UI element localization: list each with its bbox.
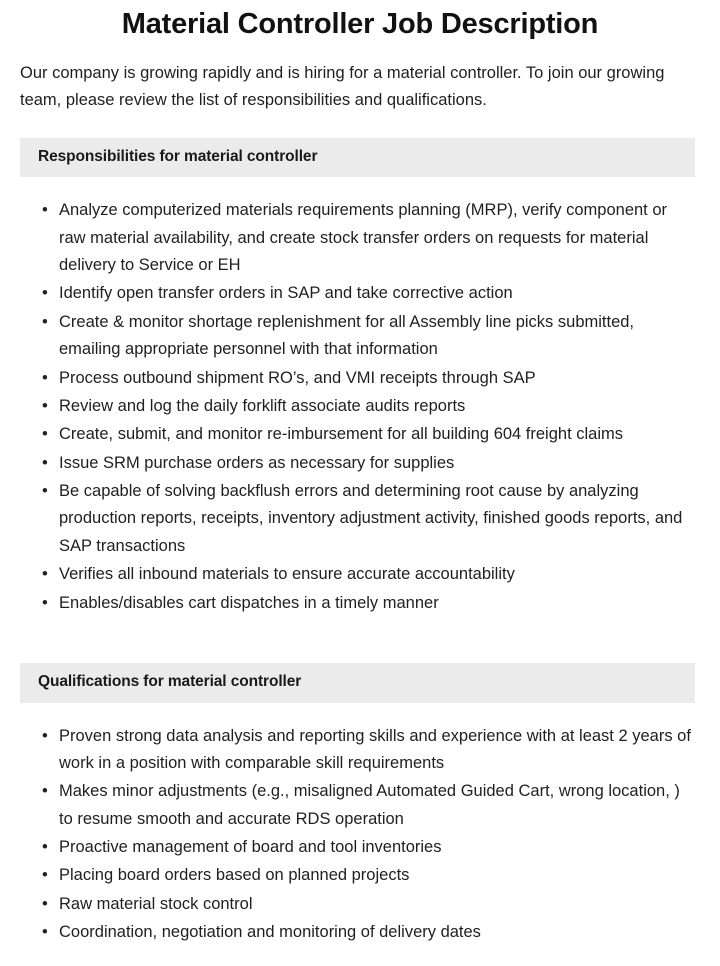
- list-item: [0, 862, 694, 889]
- list-item-text: Be capable of solving backflush errors and determining root cause by analyzing production reports, receipts, inventory adjustment activity, finished goods reports, and SAP transactions: [59, 482, 683, 555]
- bullet-icon: •: [42, 453, 48, 472]
- bullet-icon: •: [42, 894, 48, 913]
- list-item: [0, 834, 694, 861]
- list-item: [0, 197, 694, 279]
- list-item: [0, 561, 694, 588]
- list-item-text: Create, submit, and monitor re-imbursement for all building 604 freight claims: [59, 425, 623, 444]
- bullet-icon: •: [42, 565, 48, 584]
- bullet-icon: •: [42, 482, 48, 501]
- section-qualifications: [0, 663, 720, 966]
- list-item-text: Issue SRM purchase orders as necessary for supplies: [59, 453, 455, 472]
- bullet-icon: •: [42, 726, 48, 745]
- list-item: [0, 280, 694, 307]
- list-item-text: Enables/disables cart dispatches in a timely manner: [59, 593, 439, 612]
- list-item: [0, 891, 694, 918]
- section-header-label: Responsibilities for material controller: [38, 147, 318, 165]
- bullet-icon: •: [42, 838, 48, 856]
- list-item-text: Verifies all inbound materials to ensure accurate accountability: [59, 565, 515, 584]
- list-item: [0, 450, 694, 477]
- list-item: [0, 393, 694, 420]
- list-item: [0, 421, 694, 448]
- list-item-text: Raw material stock control: [59, 894, 253, 913]
- bullet-icon: •: [42, 782, 48, 801]
- bullet-icon: •: [42, 425, 48, 444]
- list-item: [0, 590, 694, 617]
- page-title: Material Controller Job Description: [121, 8, 599, 40]
- list-item: [0, 778, 694, 833]
- bullet-icon: •: [42, 396, 48, 415]
- list-item: [0, 309, 694, 364]
- intro-paragraph: Our company is growing rapidly and is hiring for a material controller. To join our growing team, please review the list of responsibilities and qualifications.: [20, 64, 665, 109]
- bullet-icon: •: [42, 312, 48, 331]
- bullet-icon: •: [42, 201, 48, 220]
- list-item-text: Proactive management of board and tool inventories: [59, 838, 442, 856]
- section-responsibilities: [0, 138, 720, 636]
- list-item-text: Analyze computerized materials requirements planning (MRP), verify component or raw material availability, and create stock transfer orders on requests for material delivery to Service or EH: [59, 201, 668, 275]
- list-item: [0, 365, 694, 392]
- list-item-text: Create & monitor shortage replenishment for all Assembly line picks submitted, emailing appropriate personnel with that information: [59, 312, 635, 359]
- list-item-text: Proven strong data analysis and reporting skills and experience with at least 2 years of work in a position with comparable skill requirements: [59, 726, 691, 772]
- section-header-label: Qualifications for material controller: [38, 672, 302, 690]
- list-item-text: Makes minor adjustments (e.g., misaligned Automated Guided Cart, wrong location, ) to resume smooth and accurate RDS operation: [59, 782, 680, 828]
- list-item: [0, 723, 694, 778]
- bullet-icon: •: [42, 923, 48, 942]
- list-item: [0, 478, 694, 560]
- bullet-icon: •: [42, 368, 48, 387]
- section-header-responsibilities: [20, 138, 695, 178]
- section-header-qualifications: [20, 663, 695, 703]
- list-spacer: [0, 948, 720, 966]
- list-item: [0, 919, 694, 946]
- list-item-text: Coordination, negotiation and monitoring of delivery dates: [59, 923, 481, 942]
- qualifications-list: [0, 703, 720, 947]
- list-item-text: Process outbound shipment RO’s, and VMI receipts through SAP: [59, 368, 536, 387]
- list-item-text: Placing board orders based on planned projects: [59, 866, 410, 885]
- list-item-text: Review and log the daily forklift associate audits reports: [59, 396, 466, 415]
- list-spacer: [0, 618, 720, 636]
- list-item-text: Identify open transfer orders in SAP and take corrective action: [59, 284, 513, 303]
- responsibilities-list: [0, 177, 720, 617]
- bullet-icon: •: [42, 284, 48, 303]
- bullet-icon: •: [42, 593, 48, 612]
- bullet-icon: •: [42, 866, 48, 885]
